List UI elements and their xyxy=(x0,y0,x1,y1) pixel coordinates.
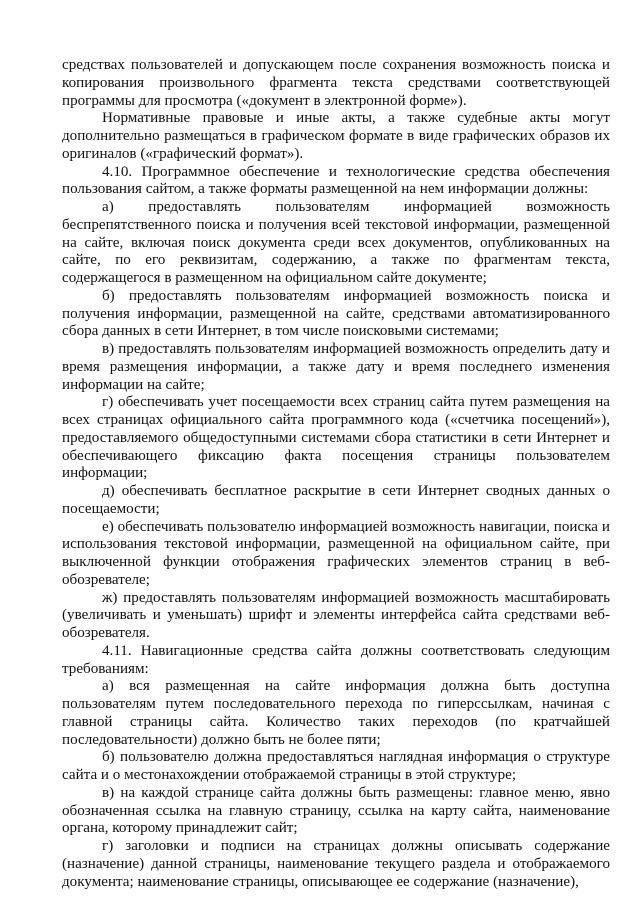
paragraph-4-10-g: г) обеспечивать учет посещаемости всех страниц сайта путем размещения на всех страницах официального сайта программного кода («счетчика посещений»), предоставляемого общедоступными системами сбора статистики в сети Интернет и обеспечивающего фиксацию факта посещения страницы пользователем информации; xyxy=(62,394,610,482)
paragraph-continuation: средствах пользователей и допускающем после сохранения возможность поиска и копирования произвольного фрагмента текста средствами соответствующей программы для просмотра («документ в электронной форме»). xyxy=(62,57,610,109)
paragraph-4-10-v: в) предоставлять пользователям информацией возможность определить дату и время размещения информации, а также дату и время последнего изменения информации на сайте; xyxy=(62,341,610,393)
document-page xyxy=(62,57,610,891)
paragraph-4-10-b: б) предоставлять пользователям информацией возможность поиска и получения информации, размещенной на сайте, средствами автоматизированного сбора данных в сети Интернет, в том числе поисковыми системами; xyxy=(62,287,610,340)
paragraph-4-10-d: д) обеспечивать бесплатное раскрытие в сети Интернет сводных данных о посещаемости; xyxy=(62,483,610,517)
paragraph-4-10-e: е) обеспечивать пользователю информацией возможность навигации, поиска и использования текстовой информации, размещенной на официальном сайте, при выключенной функции отображения графических элементов страниц в веб-обозревателе; xyxy=(62,518,610,588)
paragraph-4-10-zh: ж) предоставлять пользователям информацией возможность масштабировать (увеличивать и уменьшать) шрифт и элементы интерфейса сайта средствами веб-обозревателя. xyxy=(62,589,610,641)
paragraph-4-11-b: б) пользователю должна предоставляться наглядная информация о структуре сайта и о местонахождении отображаемой страницы в этой структуре; xyxy=(62,749,610,783)
paragraph-4-10-a: а) предоставлять пользователям информацией возможность беспрепятственного поиска и получения всей текстовой информации, размещенной на сайте, включая поиск документа среди всех документов, опубликованных на сайте, по его реквизитам, содержанию, а также по фрагментам текста, содержащегося в размещенном на официальном сайте документе; xyxy=(62,199,610,286)
paragraph-4-10: 4.10. Программное обеспечение и технологические средства обеспечения пользования сайтом, а также форматы размещенной на нем информации должны: xyxy=(62,163,610,198)
paragraph-4-11-g: г) заголовки и подписи на страницах должны описывать содержание (назначение) данной страницы, наименование текущего раздела и отображаемого документа; наименование страницы, описывающее ее содержание (назначение), xyxy=(62,838,610,890)
paragraph-4-11: 4.11. Навигационные средства сайта должны соответствовать следующим требованиям: xyxy=(62,642,610,677)
paragraph-4-11-a: а) вся размещенная на сайте информация должна быть доступна пользователям путем последовательного перехода по гиперссылкам, начиная с главной страницы сайта. Количество таких переходов (по кратчайшей последовательности) должно быть не более пяти; xyxy=(62,678,610,748)
paragraph-graphic-format: Нормативные правовые и иные акты, а также судебные акты могут дополнительно размещаться в графическом формате в виде графических образов их оригиналов («графический формат»). xyxy=(62,110,610,162)
paragraph-4-11-v: в) на каждой странице сайта должны быть размещены: главное меню, явно обозначенная ссылка на главную страницу, ссылка на карту сайта, наименование органа, которому принадлежит сайт; xyxy=(62,784,610,837)
